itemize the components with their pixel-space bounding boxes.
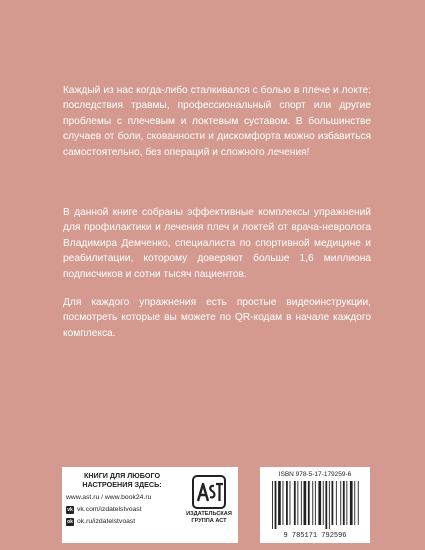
barcode-bar	[283, 481, 284, 525]
info-title-line1: КНИГИ ДЛЯ ЛЮБОГО	[83, 471, 161, 480]
info-title	[62, 471, 182, 489]
publisher-logo	[184, 475, 234, 539]
ok-link[interactable]: ok ok.ru/izdatelstvoast	[67, 518, 136, 525]
barcode-bar	[336, 481, 337, 525]
publisher-info-box	[62, 467, 238, 543]
barcode-bar	[301, 481, 302, 525]
paragraph-text: В данной книге собраны эффективные комплексы упражнений для профилактики и лечения плеч и локтей от врача-невролога Владимира Демченко, специалиста по спортивной медицине и реабилитации, которому доверяют больше 1,6 миллиона подписчиков и сотни тысяч пациентов.	[63, 207, 371, 280]
barcode-bar	[329, 481, 330, 529]
vk-link[interactable]: vk vk.com/izdatelstvoast	[67, 506, 142, 513]
barcode-bar	[286, 481, 288, 525]
barcode-bar	[294, 481, 296, 525]
ok-icon: ok	[67, 519, 73, 525]
barcode-bar	[325, 481, 327, 529]
barcode-bars	[272, 481, 359, 529]
paragraph-text: Каждый из нас когда-либо сталкивался с болью в плече и локте: последствия травмы, профессиональный спорт или другие проблемы с плечевым и локтевым суставом. В большинстве случаев от боли, скованности и дискомфорта можно избавиться самостоятельно, без операций и сложного лечения!	[63, 85, 371, 158]
barcode-box	[260, 467, 370, 543]
isbn-number: ISBN 978-5-17-179259-6	[278, 471, 352, 478]
info-title-line2: НАСТРОЕНИЯ ЗДЕСЬ:	[82, 480, 162, 489]
paragraph-video-instructions	[63, 295, 371, 341]
barcode-bar	[358, 481, 359, 525]
barcode-bar	[323, 481, 324, 525]
vk-icon: vk	[67, 507, 73, 513]
barcode-bar	[315, 481, 316, 525]
barcode-digits: 9 785171 792596	[283, 532, 347, 539]
ast-logo-icon	[192, 475, 226, 509]
barcode-bar	[290, 481, 291, 525]
barcode	[268, 481, 362, 539]
logo-caption: ИЗДАТЕЛЬСКАЯ ГРУППА АСТ	[186, 511, 232, 524]
paragraph-text: Для каждого упражнения есть простые видеоинструкции, посмотреть которые вы можете по QR-кодам в начале каждого комплекса.	[63, 297, 371, 339]
barcode-bar	[318, 481, 321, 525]
barcode-bar	[343, 481, 345, 525]
barcode-bar	[297, 481, 298, 525]
barcode-bar	[312, 481, 313, 525]
barcode-bar	[272, 481, 273, 529]
barcode-bar	[304, 481, 307, 525]
barcode-bar	[354, 481, 355, 525]
barcode-bar	[275, 481, 277, 529]
barcode-bar	[340, 481, 341, 525]
barcode-bar	[308, 481, 310, 525]
info-links	[66, 492, 186, 528]
barcode-bar	[278, 481, 281, 525]
paragraph-about-book	[63, 205, 371, 282]
barcode-bar	[350, 481, 353, 525]
barcode-bar	[346, 481, 347, 525]
barcode-bar	[332, 481, 334, 525]
paragraph-intro	[63, 83, 371, 160]
sites-link[interactable]: www.ast.ru / www.book24.ru	[66, 494, 152, 501]
